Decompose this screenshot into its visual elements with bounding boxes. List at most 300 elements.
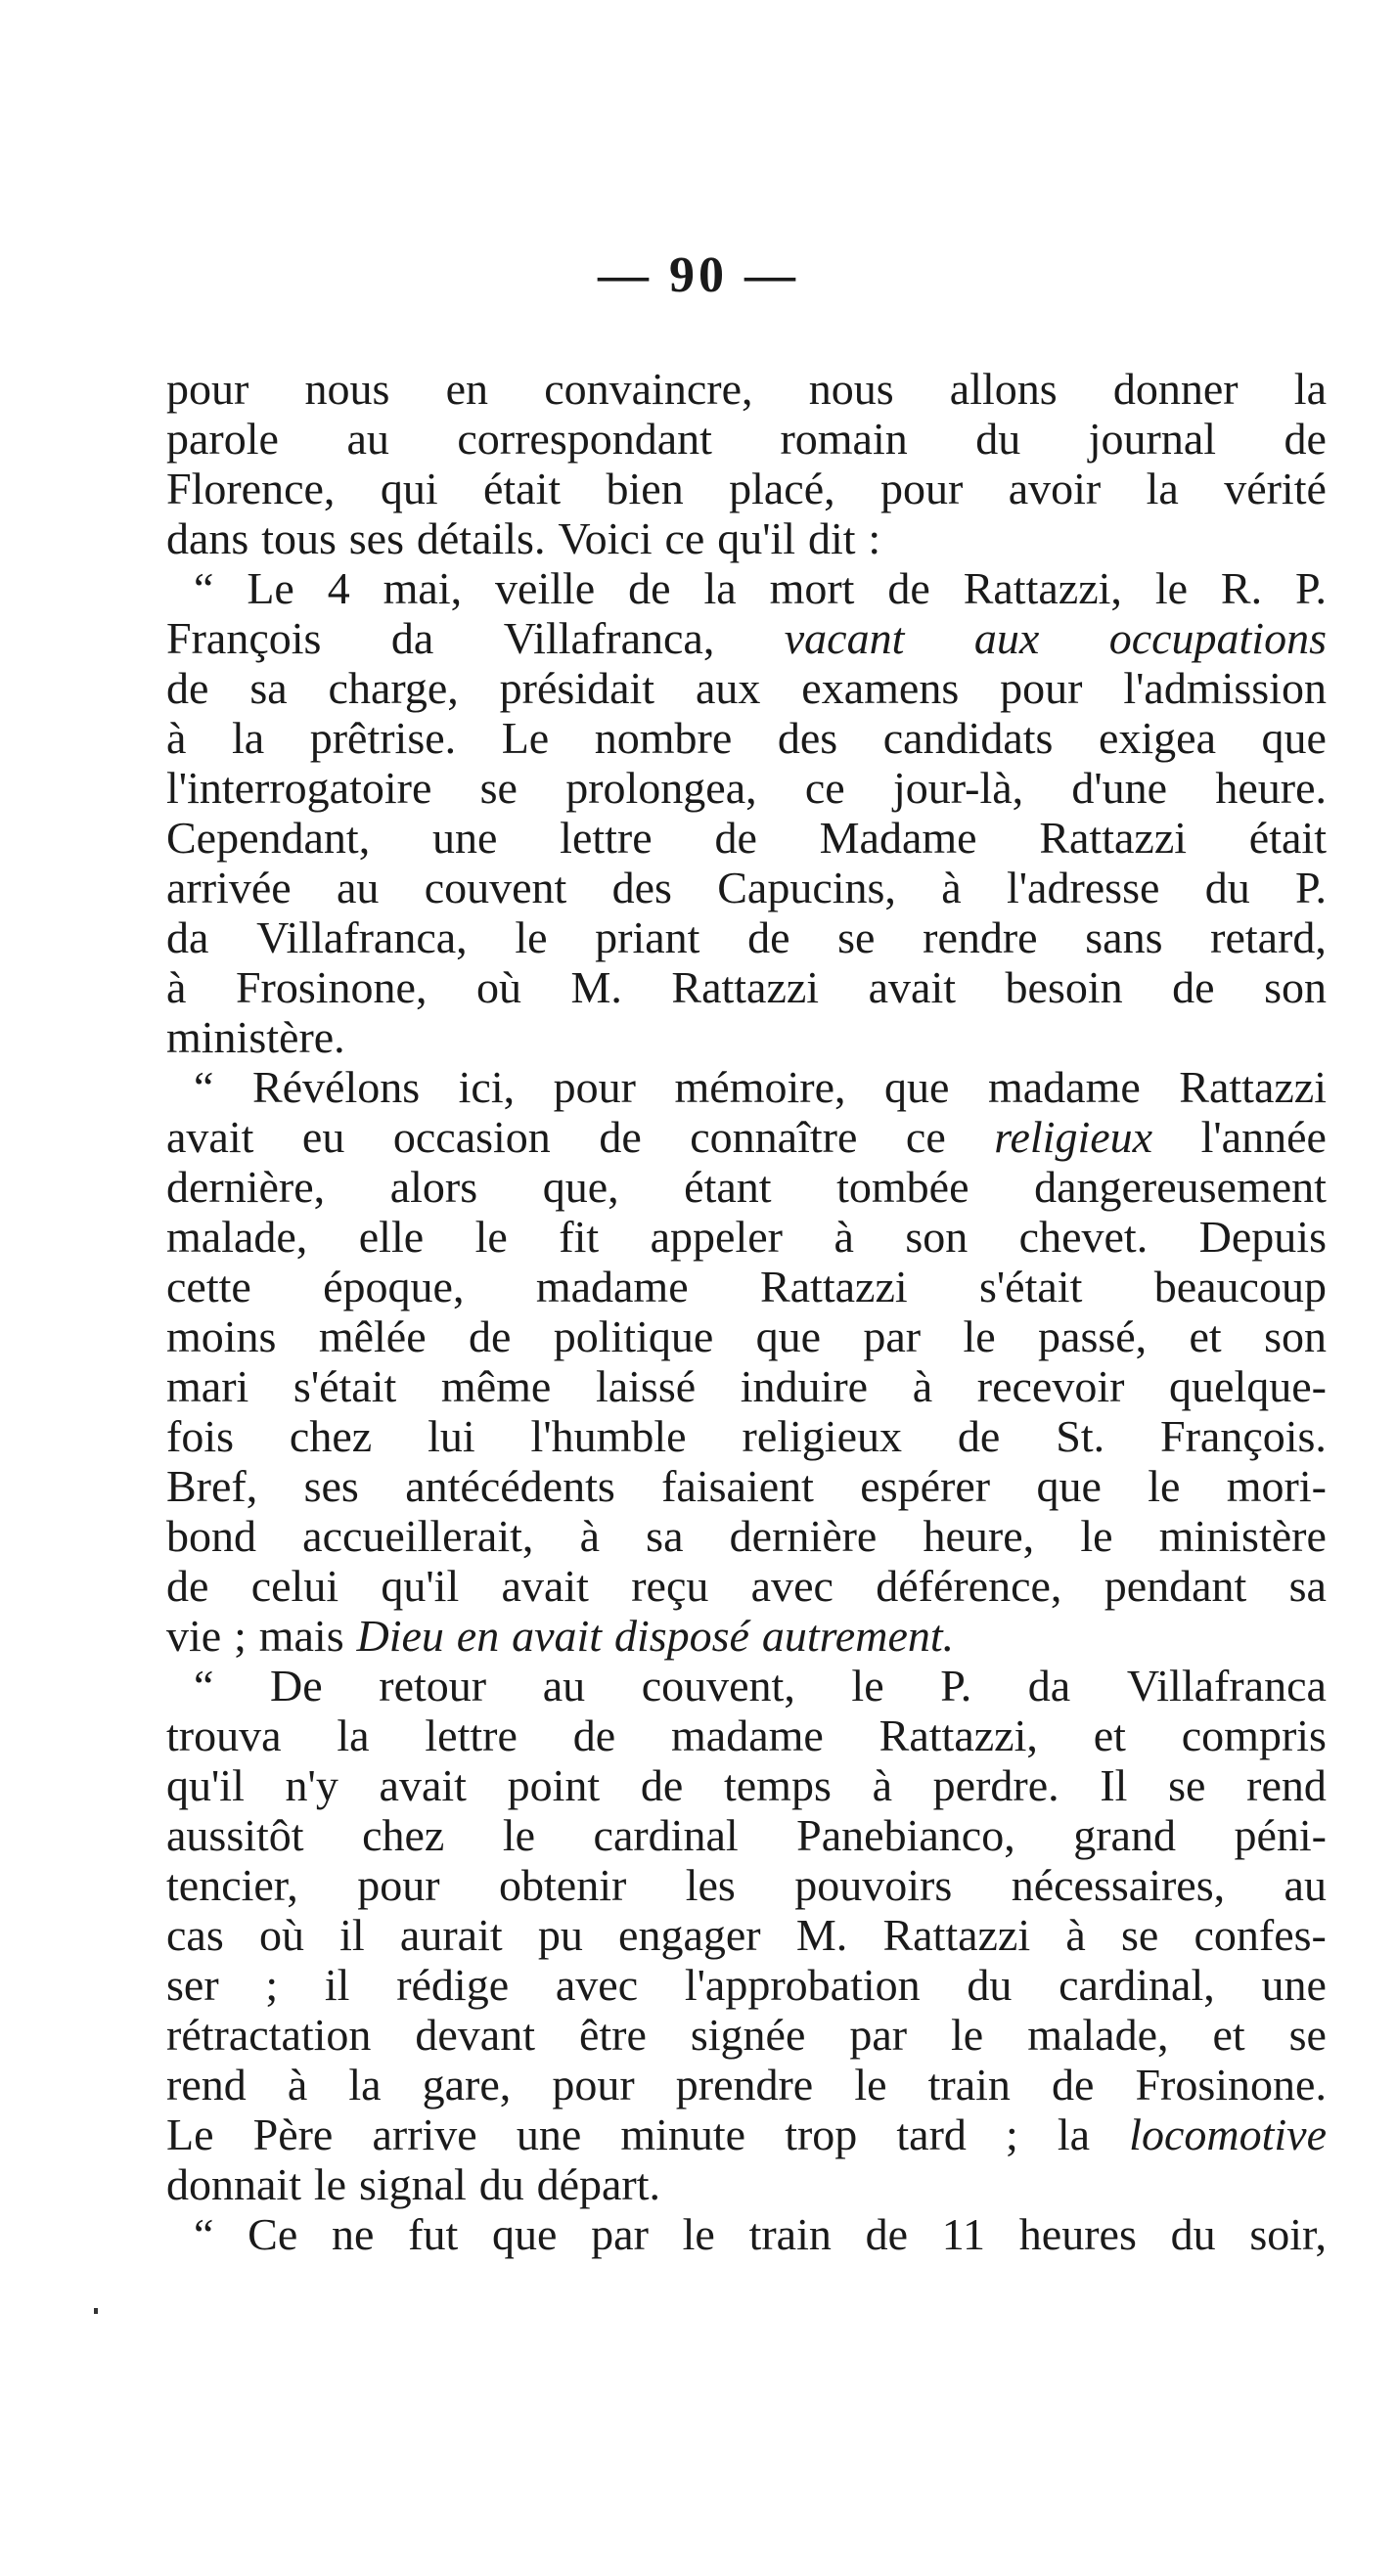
- word: vérité: [1224, 464, 1327, 513]
- word: bond: [166, 1511, 256, 1561]
- word: lui: [428, 1411, 475, 1461]
- word: da: [390, 613, 434, 663]
- word: du: [1170, 2209, 1216, 2259]
- word: laissé: [595, 1361, 697, 1411]
- text-line: [166, 2209, 1327, 2259]
- word: gare,: [422, 2060, 512, 2110]
- word: malade,: [166, 1212, 308, 1262]
- word: du: [967, 1960, 1013, 2010]
- word: se: [1288, 2010, 1327, 2060]
- word: arrivée: [166, 863, 292, 912]
- word: chez: [289, 1411, 373, 1461]
- text-line: [166, 1810, 1327, 1860]
- word: parole: [166, 414, 279, 464]
- word: la: [1293, 364, 1327, 414]
- word: jour-là,: [892, 763, 1024, 813]
- word: la: [1057, 2110, 1091, 2159]
- word: pour: [1000, 663, 1083, 713]
- word: le: [1148, 1461, 1181, 1511]
- text-line: [166, 2159, 1327, 2209]
- word: convaincre,: [544, 364, 753, 414]
- word: rendre: [923, 912, 1038, 962]
- word: retard,: [1210, 912, 1327, 962]
- word: “: [194, 2209, 214, 2259]
- word: la: [337, 1710, 370, 1760]
- word: heure,: [923, 1511, 1035, 1561]
- word: induire: [740, 1361, 869, 1411]
- word: veille: [495, 563, 596, 613]
- word: le: [515, 912, 548, 962]
- word: ;: [234, 1611, 247, 1661]
- word: où: [475, 962, 521, 1012]
- text-line: [166, 813, 1327, 863]
- word: Villafranca: [1126, 1661, 1327, 1710]
- word: même: [440, 1361, 552, 1411]
- word: ministère: [1158, 1511, 1327, 1561]
- word: mêlée: [318, 1311, 427, 1361]
- word: Depuis: [1198, 1212, 1327, 1262]
- word: Rattazzi: [882, 1910, 1031, 1960]
- word: cardinal,: [1059, 1960, 1215, 2010]
- word: le: [682, 2209, 715, 2259]
- word: au: [1284, 1860, 1327, 1910]
- word: elle: [358, 1212, 425, 1262]
- word: à: [912, 1361, 933, 1411]
- text-line: [166, 1062, 1327, 1112]
- word: da: [1027, 1661, 1071, 1710]
- word: du: [975, 414, 1021, 464]
- word: à: [941, 863, 962, 912]
- word: accueillerait,: [302, 1511, 534, 1561]
- word: avec: [750, 1561, 834, 1611]
- word: de: [957, 1411, 1001, 1461]
- text-line: [166, 1162, 1327, 1212]
- word: ministère.: [166, 1012, 345, 1062]
- word: :: [868, 513, 881, 563]
- word: son: [1264, 1311, 1327, 1361]
- word: correspondant: [457, 414, 712, 464]
- text-line: [166, 1960, 1327, 2010]
- word: rend: [1246, 1760, 1327, 1810]
- word: et: [1093, 1710, 1126, 1760]
- word: une: [1261, 1960, 1327, 2010]
- word: mémoire,: [674, 1062, 846, 1112]
- word: M.: [570, 962, 622, 1012]
- word: de: [1051, 2060, 1095, 2110]
- word: de: [640, 1760, 684, 1810]
- word: s'était: [978, 1262, 1083, 1311]
- word: De: [270, 1661, 323, 1710]
- word: de: [572, 1710, 616, 1760]
- word: tombée: [836, 1162, 969, 1212]
- word: à: [834, 1212, 854, 1262]
- word: religieux: [994, 1112, 1153, 1162]
- word: la: [703, 563, 737, 613]
- word: ce: [804, 763, 845, 813]
- word: de: [468, 1311, 512, 1361]
- word: l'approbation: [684, 1960, 921, 2010]
- word: qu'il: [717, 513, 796, 563]
- word: arrive: [372, 2110, 477, 2159]
- word: l'adresse: [1006, 863, 1160, 912]
- word: où: [258, 1910, 304, 1960]
- word: ser: [166, 1960, 219, 2010]
- word: “: [194, 1062, 214, 1112]
- word: Rattazzi: [1039, 813, 1188, 863]
- word: François.: [1160, 1411, 1327, 1461]
- word: Le: [501, 713, 550, 763]
- word: nombre: [594, 713, 733, 763]
- text-line: [166, 513, 1327, 563]
- word: P.: [1295, 563, 1327, 613]
- word: n'y: [285, 1760, 338, 1810]
- word: Capucins,: [717, 863, 896, 912]
- word: chez: [362, 1810, 445, 1860]
- word: faisaient: [661, 1461, 814, 1511]
- word: dangereusement: [1034, 1162, 1327, 1212]
- word: sa: [646, 1511, 684, 1561]
- word: détails.: [416, 513, 546, 563]
- word: obtenir: [499, 1860, 627, 1910]
- word: en: [456, 1611, 500, 1661]
- text-line: [166, 1760, 1327, 1810]
- word: fit: [559, 1212, 600, 1262]
- word: Frosinone.: [1135, 2060, 1327, 2110]
- word: prolongea,: [565, 763, 757, 813]
- word: cas: [166, 1910, 224, 1960]
- word: exigea: [1098, 713, 1216, 763]
- word: aux: [973, 613, 1040, 663]
- word: à: [872, 1760, 892, 1810]
- text-line: [166, 464, 1327, 513]
- word: dernière,: [166, 1162, 326, 1212]
- word: les: [685, 1860, 736, 1910]
- word: mort: [769, 563, 855, 613]
- word: Le: [166, 2110, 214, 2159]
- text-line: [166, 1411, 1327, 1461]
- word: moins: [166, 1311, 277, 1361]
- word: pour: [553, 1062, 636, 1112]
- word: sa: [249, 663, 288, 713]
- word: que,: [542, 1162, 619, 1212]
- page-number: — 90 —: [598, 247, 799, 303]
- word: du: [1204, 863, 1250, 912]
- word: Rattazzi: [759, 1262, 908, 1311]
- word: fut: [408, 2209, 459, 2259]
- word: P.: [1295, 863, 1327, 912]
- word: par: [849, 2010, 908, 2060]
- word: qu'il: [381, 1561, 460, 1611]
- word: train: [748, 2209, 832, 2259]
- word: engager: [618, 1910, 761, 1960]
- word: l'humble: [530, 1411, 687, 1461]
- word: Ce: [248, 2209, 298, 2259]
- word: Le: [247, 563, 294, 613]
- word: François: [166, 613, 322, 663]
- word: de: [628, 563, 671, 613]
- word: à: [579, 1511, 600, 1561]
- word: pendant: [1104, 1561, 1247, 1611]
- word: lettre: [425, 1710, 518, 1760]
- word: Madame: [819, 813, 977, 863]
- word: bien: [606, 464, 684, 513]
- word: que: [492, 2209, 558, 2259]
- word: le: [854, 2060, 887, 2110]
- text-line: [166, 962, 1327, 1012]
- word: que: [755, 1311, 822, 1361]
- word: Frosinone,: [235, 962, 428, 1012]
- word: par: [863, 1311, 922, 1361]
- word: Révélons: [251, 1062, 421, 1112]
- word: ce: [664, 513, 705, 563]
- word: heure.: [1215, 763, 1327, 813]
- word: le: [1080, 1511, 1113, 1561]
- word: était: [482, 464, 562, 513]
- word: allons: [949, 364, 1058, 414]
- word: avait: [512, 1611, 603, 1661]
- word: antécédents: [405, 1461, 615, 1511]
- word: madame: [535, 1262, 689, 1311]
- word: ici,: [458, 1062, 516, 1112]
- word: départ.: [536, 2159, 661, 2209]
- word: occupations: [1108, 613, 1327, 663]
- word: de: [166, 663, 209, 713]
- word: de: [599, 1112, 642, 1162]
- word: passé,: [1038, 1311, 1148, 1361]
- word: des: [777, 713, 838, 763]
- word: avait: [166, 1112, 254, 1162]
- word: être: [578, 2010, 647, 2060]
- word: pu: [537, 1910, 583, 1960]
- word: de: [714, 813, 757, 863]
- word: reçu: [631, 1561, 709, 1611]
- word: une: [516, 2110, 582, 2159]
- word: politique: [553, 1311, 714, 1361]
- text-line: [166, 912, 1327, 962]
- word: une: [431, 813, 498, 863]
- word: ses: [303, 1461, 359, 1511]
- word: ne: [332, 2209, 375, 2259]
- text-line: [166, 1361, 1327, 1411]
- word: Dieu: [356, 1611, 444, 1661]
- text-line: [166, 1860, 1327, 1910]
- word: ;: [1006, 2110, 1018, 2159]
- word: tard: [896, 2110, 967, 2159]
- word: Panebianco,: [796, 1810, 1015, 1860]
- word: le: [313, 2159, 347, 2209]
- word: trop: [785, 2110, 858, 2159]
- text-line: [166, 414, 1327, 464]
- word: le: [474, 1212, 508, 1262]
- word: pour: [880, 464, 964, 513]
- word: avait: [379, 1760, 467, 1810]
- word: que: [884, 1062, 950, 1112]
- word: charge,: [328, 663, 459, 713]
- word: signée: [690, 2010, 806, 2060]
- word: Rattazzi: [1179, 1062, 1327, 1112]
- word: romain: [780, 414, 908, 464]
- word: par: [591, 2209, 649, 2259]
- word: avoir: [1008, 464, 1102, 513]
- word: donnait: [166, 2159, 301, 2209]
- word: Il: [1100, 1760, 1128, 1810]
- word: en: [445, 364, 489, 414]
- word: Villafranca,: [256, 912, 468, 962]
- word: nous: [808, 364, 894, 414]
- word: madame: [987, 1062, 1141, 1112]
- text-line: [166, 2110, 1327, 2159]
- word: signal: [358, 2159, 467, 2209]
- word: époque,: [323, 1262, 465, 1311]
- word: mai,: [383, 563, 463, 613]
- word: ses: [348, 513, 404, 563]
- word: des: [611, 863, 672, 912]
- word: connaître: [690, 1112, 858, 1162]
- word: malade,: [1027, 2010, 1169, 2060]
- word: vie: [166, 1611, 222, 1661]
- word: son: [905, 1212, 969, 1262]
- text-line: [166, 563, 1327, 613]
- word: trouva: [166, 1710, 282, 1760]
- word: le: [1154, 563, 1189, 613]
- word: journal: [1088, 414, 1217, 464]
- word: tous: [261, 513, 337, 563]
- body-text: [166, 364, 1327, 2259]
- text-line: [166, 1012, 1327, 1062]
- word: son: [1264, 962, 1327, 1012]
- word: Florence,: [166, 464, 336, 513]
- word: prendre: [675, 2060, 814, 2110]
- word: donner: [1112, 364, 1239, 414]
- text-line: [166, 713, 1327, 763]
- word: mais: [258, 1611, 344, 1661]
- print-speck: [94, 2308, 98, 2314]
- word: le: [502, 1810, 536, 1860]
- word: pour: [552, 2060, 635, 2110]
- text-line: [166, 663, 1327, 713]
- word: dit: [807, 513, 856, 563]
- word: Voici: [558, 513, 653, 563]
- word: recevoir: [976, 1361, 1125, 1411]
- word: Père: [252, 2110, 334, 2159]
- word: couvent: [424, 863, 567, 912]
- word: vacant: [784, 613, 905, 663]
- word: disposé: [613, 1611, 749, 1661]
- text-line: [166, 1262, 1327, 1311]
- text-line: [166, 2010, 1327, 2060]
- word: se: [1120, 1910, 1159, 1960]
- text-line: [166, 364, 1327, 414]
- word: “: [194, 1661, 214, 1710]
- word: celui: [250, 1561, 339, 1611]
- word: besoin: [1005, 962, 1123, 1012]
- text-line: [166, 763, 1327, 813]
- word: train: [927, 2060, 1011, 2110]
- word: candidats: [882, 713, 1054, 763]
- word: de: [1172, 962, 1215, 1012]
- word: locomotive: [1129, 2110, 1327, 2159]
- word: qui: [380, 464, 438, 513]
- word: autrement.: [761, 1611, 955, 1661]
- word: se: [837, 912, 876, 962]
- word: examens: [801, 663, 960, 713]
- word: au: [336, 863, 380, 912]
- word: Rattazzi,: [879, 1710, 1038, 1760]
- word: d'une: [1071, 763, 1168, 813]
- word: appeler: [650, 1212, 783, 1262]
- word: confes-: [1194, 1910, 1327, 1960]
- word: pour: [357, 1860, 440, 1910]
- word: 11: [941, 2209, 986, 2259]
- word: le: [851, 1661, 884, 1710]
- word: Bref,: [166, 1461, 258, 1511]
- word: dans: [166, 513, 249, 563]
- text-line: [166, 863, 1327, 912]
- word: avait: [868, 962, 957, 1012]
- word: compris: [1181, 1710, 1327, 1760]
- text-line: [166, 1311, 1327, 1361]
- text-line: [166, 1661, 1327, 1710]
- word: aux: [695, 663, 761, 713]
- word: se: [1168, 1760, 1206, 1810]
- word: étant: [684, 1162, 772, 1212]
- word: grand: [1073, 1810, 1176, 1860]
- word: fois: [166, 1411, 234, 1461]
- word: Villafranca,: [503, 613, 715, 663]
- word: sa: [1288, 1561, 1327, 1611]
- word: de: [166, 1561, 209, 1611]
- text-line: [166, 1710, 1327, 1760]
- word: rend: [166, 2060, 247, 2110]
- word: nécessaires,: [1011, 1860, 1226, 1910]
- word: à: [287, 2060, 308, 2110]
- word: le: [951, 2010, 984, 2060]
- word: à: [166, 713, 187, 763]
- word: de: [747, 912, 790, 962]
- word: eu: [301, 1112, 345, 1162]
- text-line: [166, 1611, 1327, 1661]
- word: aurait: [399, 1910, 503, 1960]
- word: et: [1212, 2010, 1245, 2060]
- word: tencier,: [166, 1860, 298, 1910]
- word: pour: [166, 364, 249, 414]
- word: de: [887, 563, 930, 613]
- word: cardinal: [593, 1810, 739, 1860]
- word: retour: [379, 1661, 487, 1710]
- word: du: [478, 2159, 524, 2209]
- word: da: [166, 912, 209, 962]
- text-line: [166, 1112, 1327, 1162]
- word: l'année: [1200, 1112, 1327, 1162]
- word: St.: [1056, 1411, 1105, 1461]
- word: à: [1065, 1910, 1086, 1960]
- word: priant: [595, 912, 700, 962]
- word: Cependant,: [166, 813, 371, 863]
- word: avec: [555, 1960, 639, 2010]
- word: quelque-: [1169, 1361, 1327, 1411]
- word: que: [1036, 1461, 1102, 1511]
- word: la: [1146, 464, 1179, 513]
- word: au: [346, 414, 389, 464]
- word: pouvoirs: [794, 1860, 953, 1910]
- word: dernière: [729, 1511, 878, 1561]
- word: de: [865, 2209, 909, 2259]
- word: perdre.: [932, 1760, 1059, 1810]
- word: espérer: [860, 1461, 991, 1511]
- word: se: [479, 763, 518, 813]
- text-line: [166, 1461, 1327, 1511]
- word: R.: [1220, 563, 1263, 613]
